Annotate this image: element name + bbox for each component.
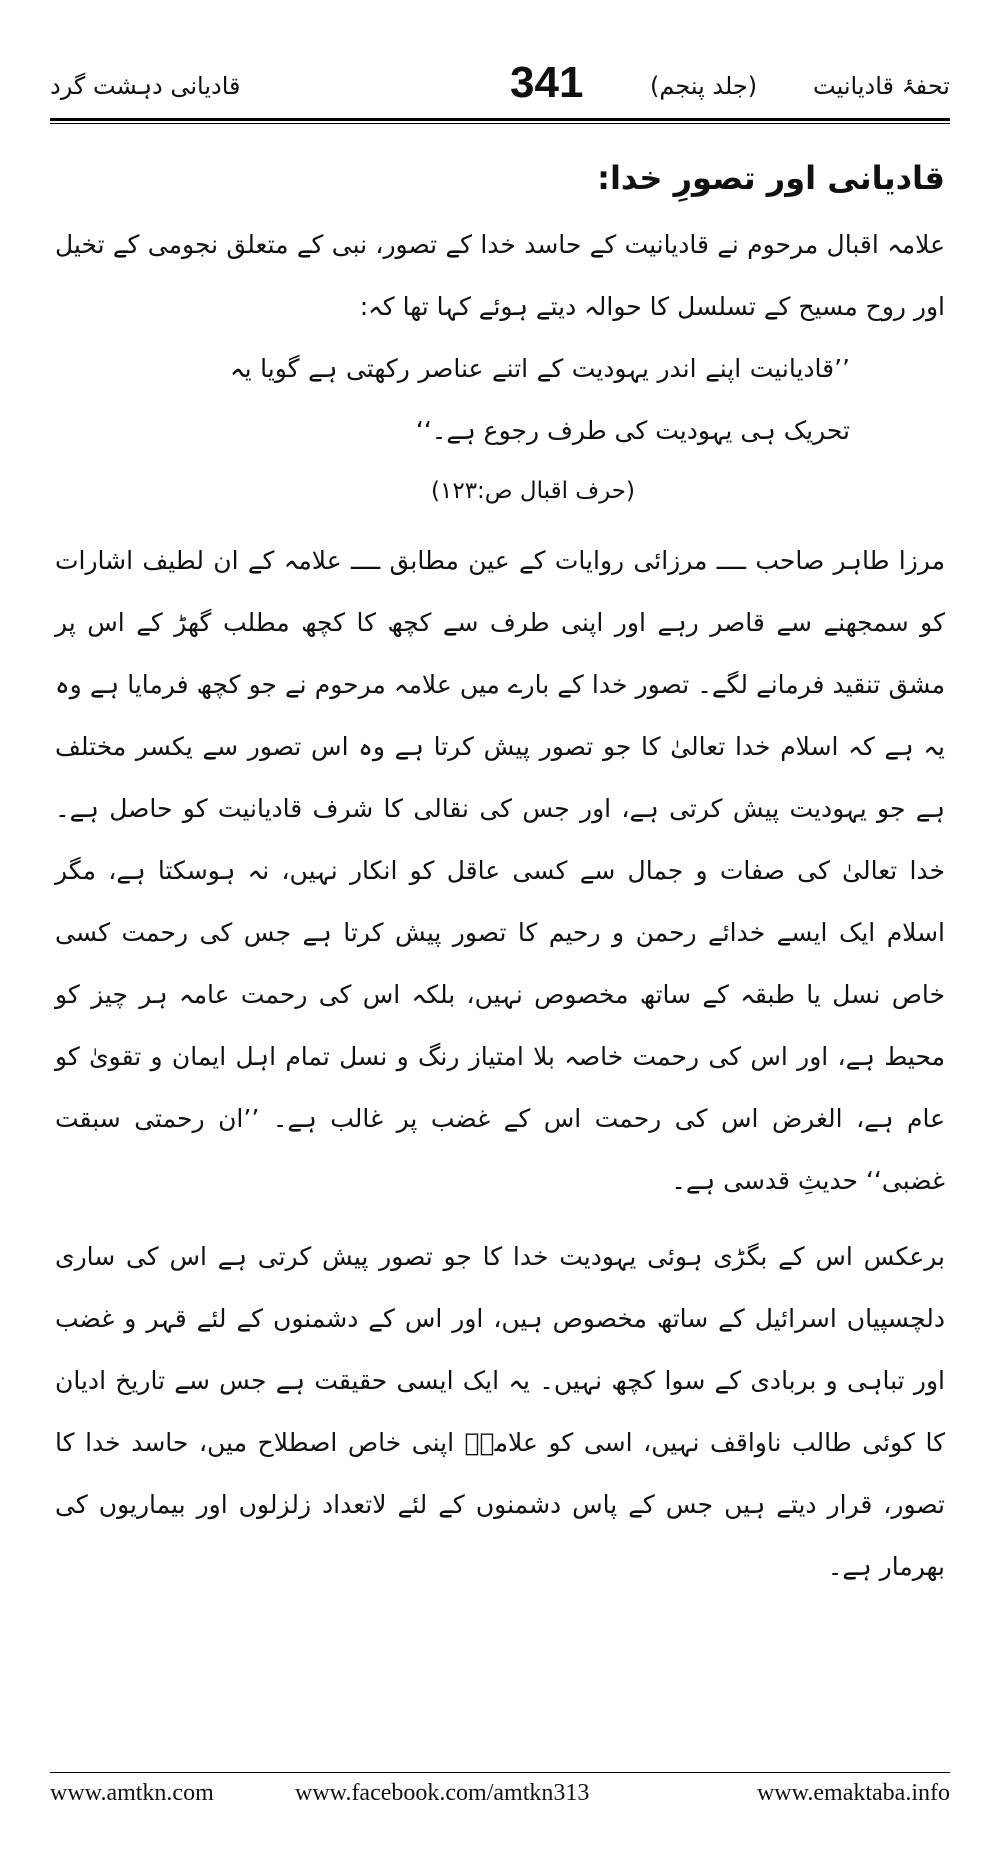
paragraph-gap [55,1212,945,1226]
quote-citation: (حرف اقبال ص:۱۲۳) [431,478,635,504]
header-rule [50,118,950,121]
header-rule-thin [50,123,950,124]
footer-link-emaktaba: www.emaktaba.info [756,1780,950,1806]
running-title: قادیانی دہشت گرد [50,72,241,100]
footer-link-amtkn: www.amtkn.com [50,1780,214,1806]
paragraph-closing: برعکس اس کے بگڑی ہوئی یہودیت خدا کا جو تصور پیش کرتی ہے اس کی ساری دلچسپیاں اسرائیل کے ساتھ مخصوص ہیں، اور اس کے دشمنوں کے لئے قہر و غضب اور تباہی و بربادی کے سوا کچھ نہیں۔ یہ ایک ایسی حقیقت ہے جس سے تاریخ ادیان کا کوئی طالب ناواقف نہیں، اسی کو علامہؒ اپنی خاص اصطلاح میں، حاسد خدا کا تصور، قرار دیتے ہیں جس کے پاس دشمنوں کے لئے لاتعداد زلزلوں اور بیماریوں کی بھرمار ہے۔ [55,1242,945,1581]
book-title: تحفۂ قادیانیت [813,72,950,100]
page-number: 341 [510,58,584,107]
footer-link-facebook: www.facebook.com/amtkn313 [295,1780,590,1806]
paragraph-main: مرزا طاہر صاحب ــــ مرزائی روایات کے عین مطابق ــــ علامہ کے ان لطیف اشارات کو سمجھنے سے قاصر رہے اور اپنی طرف سے کچھ کا کچھ مطلب گھڑ کے اس پر مشق تنقید فرمانے لگے۔ تصور خدا کے بارے میں علامہ مرحوم نے جو کچھ فرمایا ہے وہ یہ ہے کہ اسلام خدا تعالیٰ کا جو تصور پیش کرتا ہے وہ اس تصور سے یکسر مختلف ہے جو یہودیت پیش کرتی ہے، اور جس کی نقالی کا شرف قادیانیت کو حاصل ہے۔ خدا تعالیٰ کی صفات و جمال سے کسی عاقل کو انکار نہیں، نہ ہوسکتا ہے، مگر اسلام ایک ایسے خدائے رحمن و رحیم کا تصور پیش کرتا ہے جس کی رحمت کسی خاص نسل یا طبقہ کے ساتھ مخصوص نہیں، بلکہ اس کی رحمت عامہ ہر چیز کو محیط ہے، اور اس کی رحمت خاصہ بلا امتیاز رنگ و نسل تمام اہل ایمان و تقویٰ کو عام ہے، الغرض اس کی رحمت اس کے غضب پر غالب ہے۔ ’’ان رحمتی سبقت غضبی‘‘ حدیثِ قدسی ہے۔ [55,546,945,1195]
volume-label: (جلد پنجم) [650,72,758,100]
section-heading: قادیانی اور تصورِ خدا: [597,159,945,197]
page-footer [50,1780,950,1820]
footer-rule [50,1772,950,1773]
page-header [50,58,950,118]
page-body [55,130,945,1598]
paragraph-intro: علامہ اقبال مرحوم نے قادیانیت کے حاسد خدا کے تصور، نبی کے متعلق نجومی کے تخیل اور روح مسیح کے تسلسل کا حوالہ دیتے ہوئے کہا تھا کہ: [55,230,945,321]
block-quote: ’’قادیانیت اپنے اندر یہودیت کے اتنے عناصر رکھتی ہے گویا یہ تحریک ہی یہودیت کی طرف رجوع ہے۔‘‘ [230,354,850,445]
